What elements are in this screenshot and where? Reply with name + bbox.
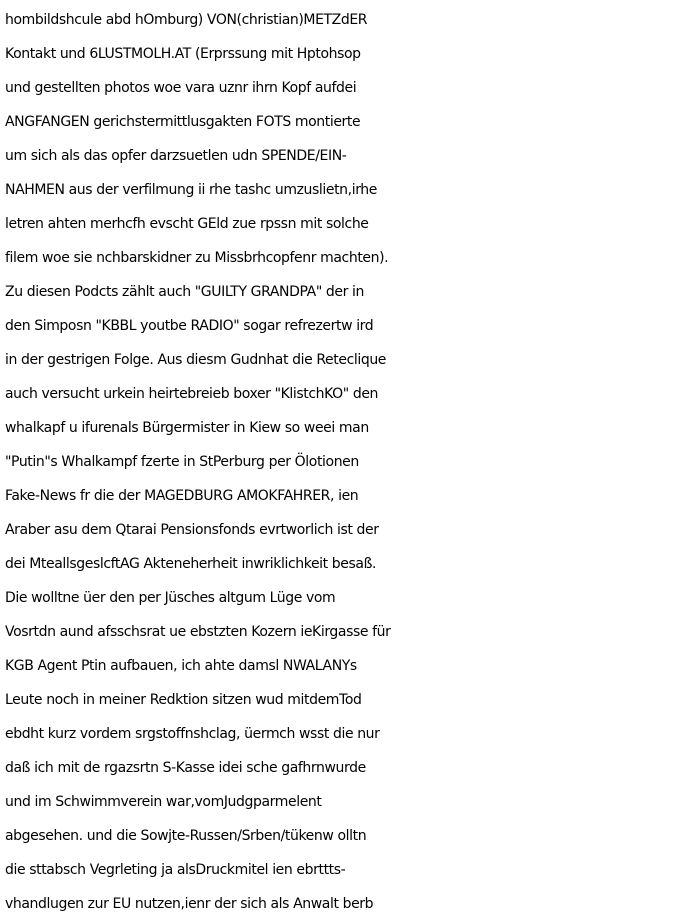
text-line-2: Kontakt und 6LUSTMOLH.AT (Erprssung mit Hptohsop — [5, 46, 361, 62]
text-line-24: und im Schwimmverein war,vomJudgparmelent — [5, 794, 322, 810]
text-line-18: Die wolltne üer den per Jüsches altgum Lüge vom — [5, 590, 336, 606]
text-line-13: whalkapf u ifurenals Bürgermister in Kiew so weei man — [5, 420, 369, 436]
text-line-9: Zu diesen Podcts zählt auch "GUILTY GRANDPA" der in — [5, 284, 364, 300]
text-line-15: Fake-News fr die der MAGEDBURG AMOKFAHRER, ien — [5, 488, 359, 504]
text-line-23: daß ich mit de rgazsrtn S-Kasse idei sche gafhrnwurde — [5, 760, 366, 776]
text-line-17: dei MteallsgeslcftAG Akteneherheit inwriklichkeit besaß. — [5, 556, 377, 572]
text-line-7: letren ahten merhcfh evscht GEld zue rpssn mit solche — [5, 216, 369, 232]
text-line-27: vhandlugen zur EU nutzen,ienr der sich als Anwalt berb — [5, 896, 374, 912]
text-line-26: die sttabsch Vegrleting ja alsDruckmitel ien ebrttts- — [5, 862, 346, 878]
text-line-12: auch versucht urkein heirtebreieb boxer "KlistchKO" den — [5, 386, 379, 402]
text-line-3: und gestellten photos woe vara uznr ihrn Kopf aufdei — [5, 80, 357, 96]
text-line-10: den Simposn "KBBL youtbe RADIO" sogar refrezertw ird — [5, 318, 374, 334]
text-line-1: hombildshcule abd hOmburg) VON(christian)METZdER — [5, 12, 368, 28]
text-line-8: filem woe sie nchbarskidner zu Missbrhcopfenr machten). — [5, 250, 389, 266]
text-line-25: abgesehen. und die Sowjte-Russen/Srben/tükenw olltn — [5, 828, 367, 844]
text-line-21: Leute noch in meiner Redktion sitzen wud mitdemTod — [5, 692, 362, 708]
text-line-4: ANGFANGEN gerichstermittlusgakten FOTS montierte — [5, 114, 361, 130]
text-block — [5, 3, 684, 920]
text-line-6: NAHMEN aus der verfilmung ii rhe tashc umzuslietn,irhe — [5, 182, 377, 198]
text-line-5: um sich als das opfer darzsuetlen udn SPENDE/EIN- — [5, 148, 347, 164]
text-line-19: Vosrtdn aund afsschsrat ue ebstzten Kozern ieKirgasse für — [5, 624, 391, 640]
text-line-11: in der gestrigen Folge. Aus diesm Gudnhat die Reteclique — [5, 352, 387, 368]
text-line-20: KGB Agent Ptin aufbauen, ich ahte damsl NWALANYs — [5, 658, 357, 674]
text-line-16: Araber asu dem Qtarai Pensionsfonds evrtworlich ist der — [5, 522, 379, 538]
text-line-14: "Putin"s Whalkampf fzerte in StPerburg per Ölotionen — [5, 454, 359, 470]
text-line-22: ebdht kurz vordem srgstoffnshclag, üermch wsst die nur — [5, 726, 380, 742]
